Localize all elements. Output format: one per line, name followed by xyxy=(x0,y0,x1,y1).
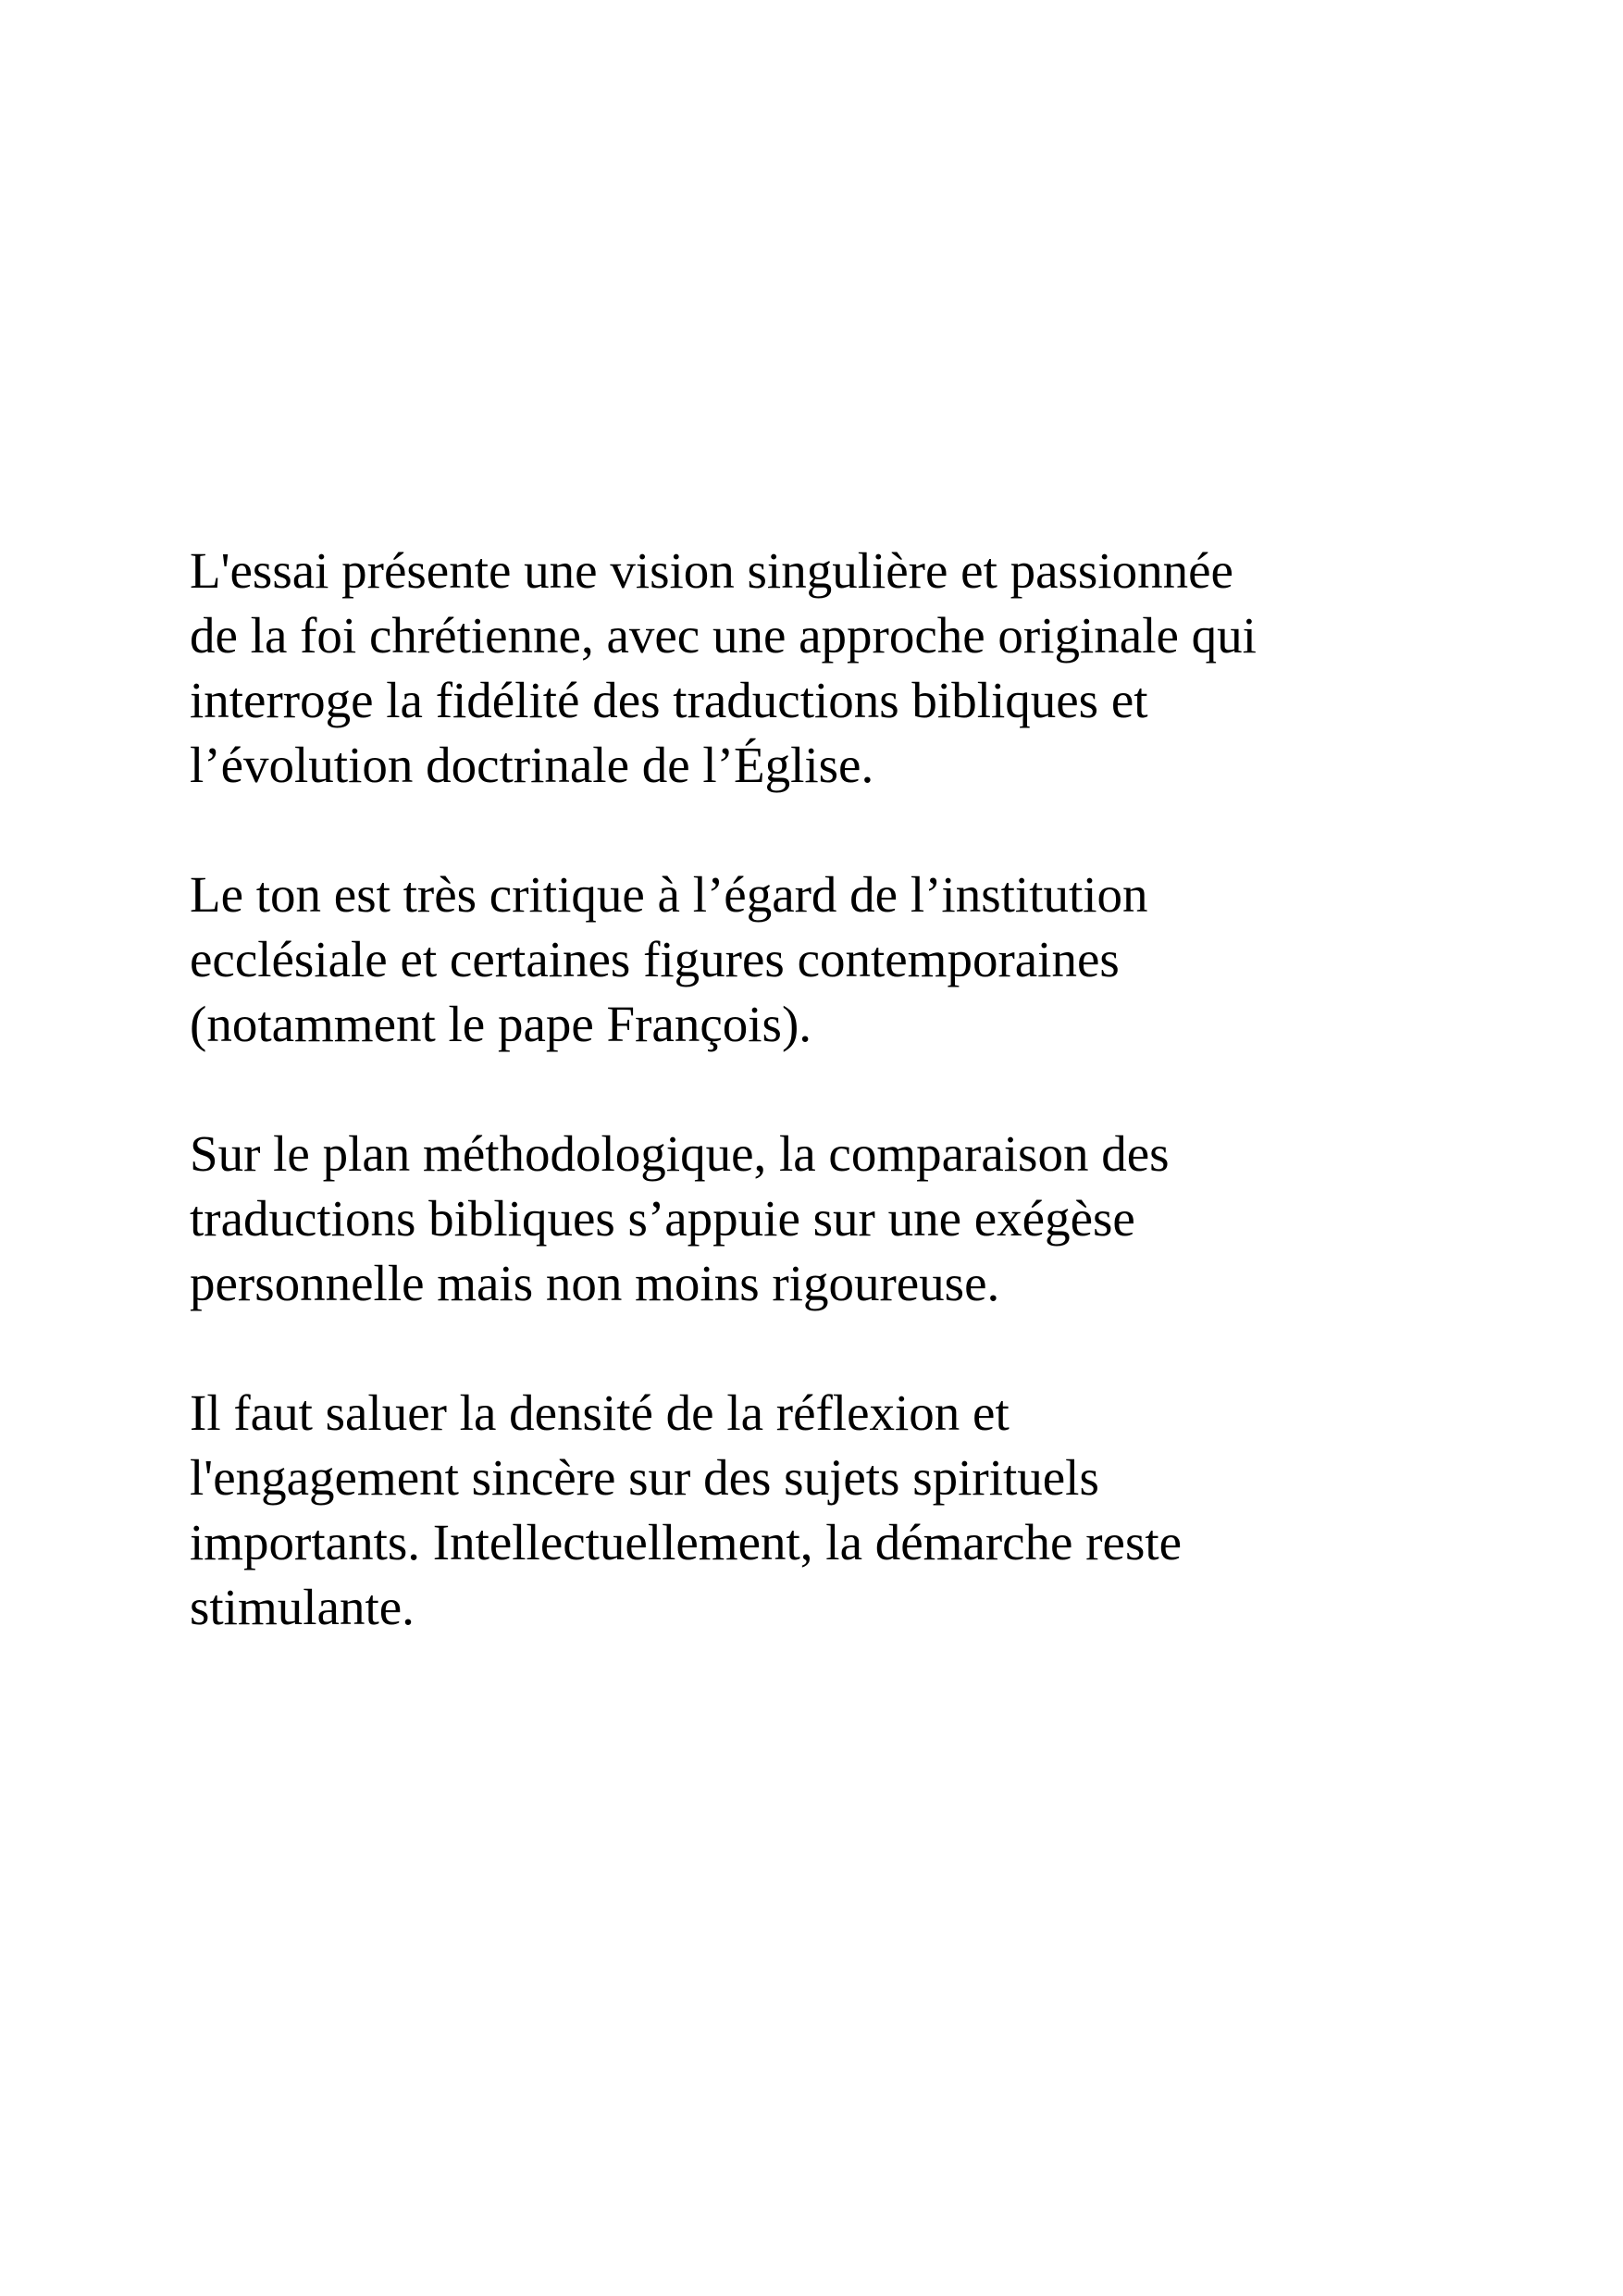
paragraph-1 xyxy=(190,539,1430,798)
paragraph-line: ecclésiale et certaines figures contemporaines xyxy=(190,931,1120,987)
paragraph-line: de la foi chrétienne, avec une approche originale qui xyxy=(190,607,1257,664)
paragraph-line: personnelle mais non moins rigoureuse. xyxy=(190,1255,1000,1311)
paragraph-line: stimulante. xyxy=(190,1579,415,1635)
paragraph-line: traductions bibliques s’appuie sur une exégèse xyxy=(190,1190,1135,1247)
paragraph-2 xyxy=(190,863,1430,1057)
paragraph-line: L'essai présente une vision singulière et passionnée xyxy=(190,542,1233,599)
paragraph-line: Sur le plan méthodologique, la comparaison des xyxy=(190,1125,1170,1182)
paragraph-line: importants. Intellectuellement, la démarche reste xyxy=(190,1514,1183,1570)
paragraph-3 xyxy=(190,1122,1430,1316)
paragraph-line: (notamment le pape François). xyxy=(190,996,812,1052)
paragraph-line: Il faut saluer la densité de la réflexion et xyxy=(190,1384,1010,1441)
paragraph-line: Le ton est très critique à l’égard de l’institution xyxy=(190,866,1148,923)
paragraph-line: interroge la fidélité des traductions bibliques et xyxy=(190,672,1148,728)
paragraph-line: l'engagement sincère sur des sujets spirituels xyxy=(190,1449,1099,1506)
document-body xyxy=(190,539,1430,1705)
paragraph-line: l’évolution doctrinale de l’Église. xyxy=(190,737,874,793)
paragraph-4 xyxy=(190,1381,1430,1640)
